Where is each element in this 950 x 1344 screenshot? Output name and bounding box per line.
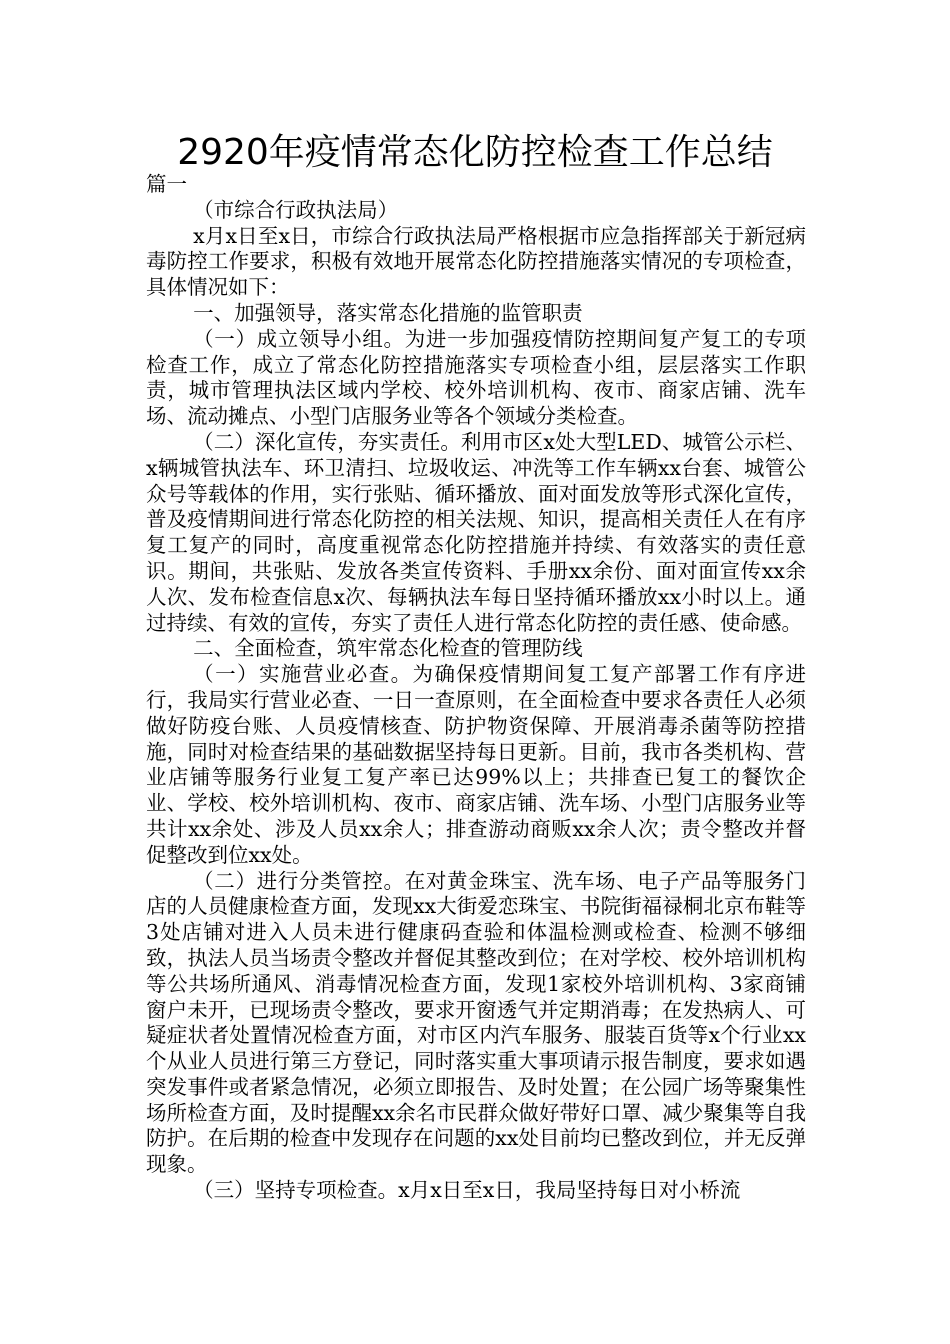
document-title: 2920年疫情常态化防控检查工作总结 [177,132,773,173]
body-paragraph-continued: （三）坚持专项检查。x月x日至x日，我局坚持每日对小桥流 [193,1178,741,1203]
issuer-line: （市综合行政执法局） [193,197,399,222]
body-paragraph: （一）实施营业必查。为确保疫情期间复工复产部署工作有序进行，我局实行营业必查、一日一查原则，在全面检查中要求各责任人必须做好防疫台账、人员疫情核查、防护物资保障、开展消毒杀菌等防控措施，同时对检查结果的基础数据坚持每日更新。目前，我市各类机构、营业店铺等服务行业复工复产率已达99%以上；共排查已复工的餐饮企业、学校、校外培训机构、夜市、商家店铺、洗车场、小型门店服务业等共计xx余处、涉及人员xx余人；排查游动商贩xx余人次；责令整改并督促整改到位xx处。 [146,662,806,867]
body-paragraph: （二）进行分类管控。在对黄金珠宝、洗车场、电子产品等服务门店的人员健康检查方面，发现xx大街爱恋珠宝、书院街福禄桐北京布鞋等3处店铺对进入人员未进行健康码查验和体温检测或检查、检测不够细致，执法人员当场责令整改并督促其整改到位；在对学校、校外培训机构等公共场所通风、消毒情况检查方面，发现1家校外培训机构、3家商铺窗户未开，已现场责令整改，要求开窗透气并定期消毒；在发热病人、可疑症状者处置情况检查方面，对市区内汽车服务、服装百货等x个行业xx个从业人员进行第三方登记，同时落实重大事项请示报告制度，要求如遇突发事件或者紧急情况，必须立即报告、及时处置；在公园广场等聚集性场所检查方面，及时提醒xx余名市民群众做好带好口罩、减少聚集等自我防护。在后期的检查中发现存在问题的xx处目前均已整改到位，并无反弹现象。 [146,868,806,1177]
section-heading-2: 二、全面检查，筑牢常态化检查的管理防线 [193,636,583,661]
section-label: 篇一 [146,172,187,196]
intro-paragraph: x月x日至x日，市综合行政执法局严格根据市应急指挥部关于新冠病毒防控工作要求，积极有效地开展常态化防控措施落实情况的专项检查，具体情况如下： [146,223,806,300]
section-heading-1: 一、加强领导，落实常态化措施的监管职责 [193,300,583,325]
body-paragraph: （二）深化宣传，夯实责任。利用市区x处大型LED、城管公示栏、x辆城管执法车、环卫清扫、垃圾收运、冲洗等工作车辆xx台套、城管公众号等载体的作用，实行张贴、循环播放、面对面发放等形式深化宣传，普及疫情期间进行常态化防控的相关法规、知识，提高相关责任人在有序复工复产的同时，高度重视常态化防控措施并持续、有效落实的责任意识。期间，共张贴、发放各类宣传资料、手册xx余份、面对面宣传xx余人次、发布检查信息x次、每辆执法车每日坚持循环播放xx小时以上。通过持续、有效的宣传，夯实了责任人进行常态化防控的责任感、使命感。 [146,429,806,635]
document-body [146,172,806,1204]
body-paragraph: （一）成立领导小组。为进一步加强疫情防控期间复产复工的专项检查工作，成立了常态化防控措施落实专项检查小组，层层落实工作职责，城市管理执法区域内学校、校外培训机构、夜市、商家店铺、洗车场、流动摊点、小型门店服务业等各个领域分类检查。 [146,326,806,429]
